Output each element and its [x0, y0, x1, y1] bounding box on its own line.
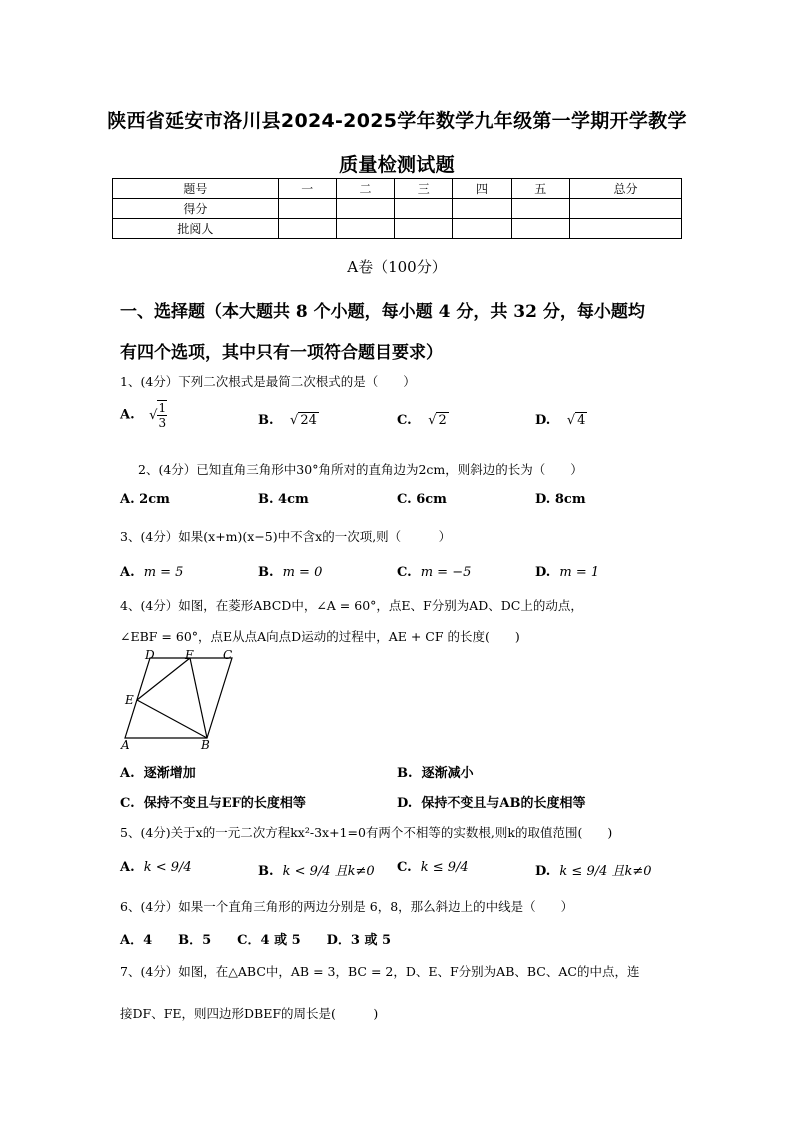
- label-d: D: [145, 648, 155, 662]
- score-cell[interactable]: [569, 219, 681, 239]
- option-label: A.: [120, 492, 135, 507]
- section-heading-line2: 有四个选项，其中只有一项符合题目要求）: [120, 343, 443, 363]
- option-label: C.: [397, 565, 412, 580]
- q2-option-c[interactable]: [397, 492, 447, 507]
- score-cell[interactable]: [453, 199, 511, 219]
- question-6-stem: 6、(4分）如果一个直角三角形的两边分别是 6，8，那么斜边上的中线是（ ）: [120, 899, 574, 914]
- option-label: B.: [258, 413, 274, 428]
- table-header-cell: 一: [278, 179, 336, 199]
- option-label: A.: [120, 407, 135, 423]
- question-4-stem-line1: 4、(4分）如图，在菱形ABCD中，∠A = 60°，点E、F分别为AD、DC上的动点，: [120, 598, 583, 613]
- option-label: B.: [258, 864, 274, 879]
- option-value: k ≤ 9/4: [420, 860, 469, 875]
- section-heading-line1: 一、选择题（本大题共 8 个小题，每小题 4 分，共 32 分，每小题均: [120, 302, 645, 322]
- question-7-stem-line2: 接DF、FE，则四边形DBEF的周长是( ): [120, 1006, 379, 1021]
- option-label: C.: [397, 860, 412, 875]
- page-title-line2: 质量检测试题: [339, 154, 455, 176]
- question-4-stem-line2: ∠EBF = 60°，点E从点A向点D运动的过程中，AE + CF 的长度( ): [120, 629, 520, 644]
- sqrt-symbol: √: [566, 413, 576, 428]
- option-value: 保持不变且与EF的长度相等: [143, 796, 306, 811]
- score-cell[interactable]: [511, 219, 569, 239]
- q4-option-d[interactable]: [397, 792, 585, 811]
- option-value: 6cm: [416, 492, 447, 507]
- label-f: F: [185, 648, 194, 662]
- option-label: D.: [535, 413, 551, 428]
- label-b: B: [201, 738, 210, 752]
- option-value: 逐渐增加: [143, 766, 196, 781]
- sqrt-symbol: √: [428, 413, 437, 428]
- option-label: C.: [120, 796, 135, 811]
- option-label: B.: [258, 492, 274, 507]
- page-title-line1: 陕西省延安市洛川县2024-2025学年数学九年级第一学期开学教学: [107, 110, 687, 132]
- label-a: A: [121, 738, 130, 752]
- table-row: [113, 199, 682, 219]
- label-c: C: [223, 648, 233, 662]
- q2-option-a[interactable]: [120, 492, 170, 507]
- q5-option-a[interactable]: [120, 860, 192, 875]
- score-cell[interactable]: [278, 199, 336, 219]
- option-label: A.: [120, 766, 135, 781]
- question-7-stem-line1: 7、(4分）如图，在△ABC中，AB = 3，BC = 2，D、E、F分别为AB、BC、AC的中点，连: [120, 964, 640, 979]
- q3-option-a[interactable]: [120, 565, 183, 580]
- table-header-cell: 总分: [569, 179, 681, 199]
- q4-option-a[interactable]: [120, 762, 196, 781]
- q1-option-b[interactable]: [258, 413, 319, 428]
- rhombus-figure: [112, 648, 247, 752]
- option-value: 2cm: [139, 492, 170, 507]
- option-label: D.: [535, 864, 551, 879]
- option-label: D.: [397, 796, 413, 811]
- option-value: k < 9/4 且k≠0: [282, 864, 375, 879]
- option-label: B.: [397, 766, 413, 781]
- question-3-stem: 3、(4分）如果(x+m)(x−5)中不含x的一次项,则（ ）: [120, 529, 452, 544]
- score-cell[interactable]: [395, 219, 453, 239]
- q5-option-d[interactable]: [535, 860, 652, 879]
- segment-eb: [137, 700, 207, 738]
- q3-option-d[interactable]: [535, 565, 599, 580]
- q4-option-b[interactable]: [397, 762, 474, 781]
- score-cell[interactable]: [569, 199, 681, 219]
- q1-option-d[interactable]: [535, 413, 587, 428]
- option-value: m = 1: [559, 565, 600, 580]
- q2-option-b[interactable]: [258, 492, 309, 507]
- option-label: A.: [120, 565, 135, 580]
- option-label: A.: [120, 860, 135, 875]
- q3-option-b[interactable]: [258, 565, 322, 580]
- option-label: C.: [397, 413, 412, 428]
- option-value: 8cm: [554, 492, 586, 507]
- rhombus-outline: [125, 658, 232, 738]
- question-5-stem: 5、(4分)关于x的一元二次方程kx²-3x+1=0有两个不相等的实数根,则k的取值范围( ): [120, 825, 613, 840]
- score-cell[interactable]: [336, 199, 394, 219]
- table-row-label: 得分: [113, 199, 279, 219]
- option-value: m = −5: [420, 565, 472, 580]
- q1-option-c[interactable]: [397, 413, 449, 428]
- table-header-cell: 题号: [113, 179, 279, 199]
- table-row: [113, 219, 682, 239]
- score-table: [112, 178, 682, 239]
- table-row: [113, 179, 682, 199]
- score-cell[interactable]: [336, 219, 394, 239]
- table-header-cell: 五: [511, 179, 569, 199]
- option-value: k ≤ 9/4 且k≠0: [559, 864, 652, 879]
- q1-option-c-radicand: 2: [438, 413, 447, 428]
- table-header-cell: 二: [336, 179, 394, 199]
- option-value: m = 5: [143, 565, 184, 580]
- option-label: B.: [258, 565, 274, 580]
- segment-fb: [190, 658, 207, 738]
- score-cell[interactable]: [395, 199, 453, 219]
- option-value: 保持不变且与AB的长度相等: [421, 796, 586, 811]
- score-cell[interactable]: [511, 199, 569, 219]
- option-value: k < 9/4: [143, 860, 192, 875]
- option-value: 逐渐减小: [421, 766, 474, 781]
- question-1-stem: 1、(4分）下列二次根式是最简二次根式的是（ ）: [120, 374, 416, 389]
- question-2-stem: 2、(4分）已知直角三角形中30°角所对的直角边为2cm，则斜边的长为（ ）: [138, 462, 583, 477]
- option-label: C.: [397, 492, 412, 507]
- q6-options[interactable]: A．4 B．5 C．4 或 5 D．3 或 5: [120, 933, 392, 948]
- segment-ef: [137, 658, 190, 700]
- table-row-label: 批阅人: [113, 219, 279, 239]
- option-value: 4cm: [278, 492, 309, 507]
- q5-option-c[interactable]: [397, 860, 469, 875]
- sqrt-symbol: √: [149, 407, 158, 423]
- q1-option-b-radicand: 24: [300, 413, 317, 428]
- sqrt-symbol: √: [290, 413, 299, 428]
- table-header-cell: 三: [395, 179, 453, 199]
- option-label: D.: [535, 565, 551, 580]
- label-e: E: [125, 693, 134, 707]
- table-header-cell: 四: [453, 179, 511, 199]
- volume-heading: A卷（100分）: [347, 258, 447, 276]
- q3-option-c[interactable]: [397, 565, 471, 580]
- q1-option-a[interactable]: [120, 400, 167, 430]
- q1-option-d-radicand: 4: [577, 413, 586, 428]
- q2-option-d[interactable]: [535, 492, 586, 507]
- q1-option-a-fraction: $\frac{1}{3}$: [158, 401, 167, 430]
- option-value: m = 0: [282, 565, 323, 580]
- q4-option-c[interactable]: [120, 792, 306, 811]
- option-label: D.: [535, 492, 551, 507]
- q5-option-b[interactable]: [258, 860, 375, 879]
- score-cell[interactable]: [278, 219, 336, 239]
- score-cell[interactable]: [453, 219, 511, 239]
